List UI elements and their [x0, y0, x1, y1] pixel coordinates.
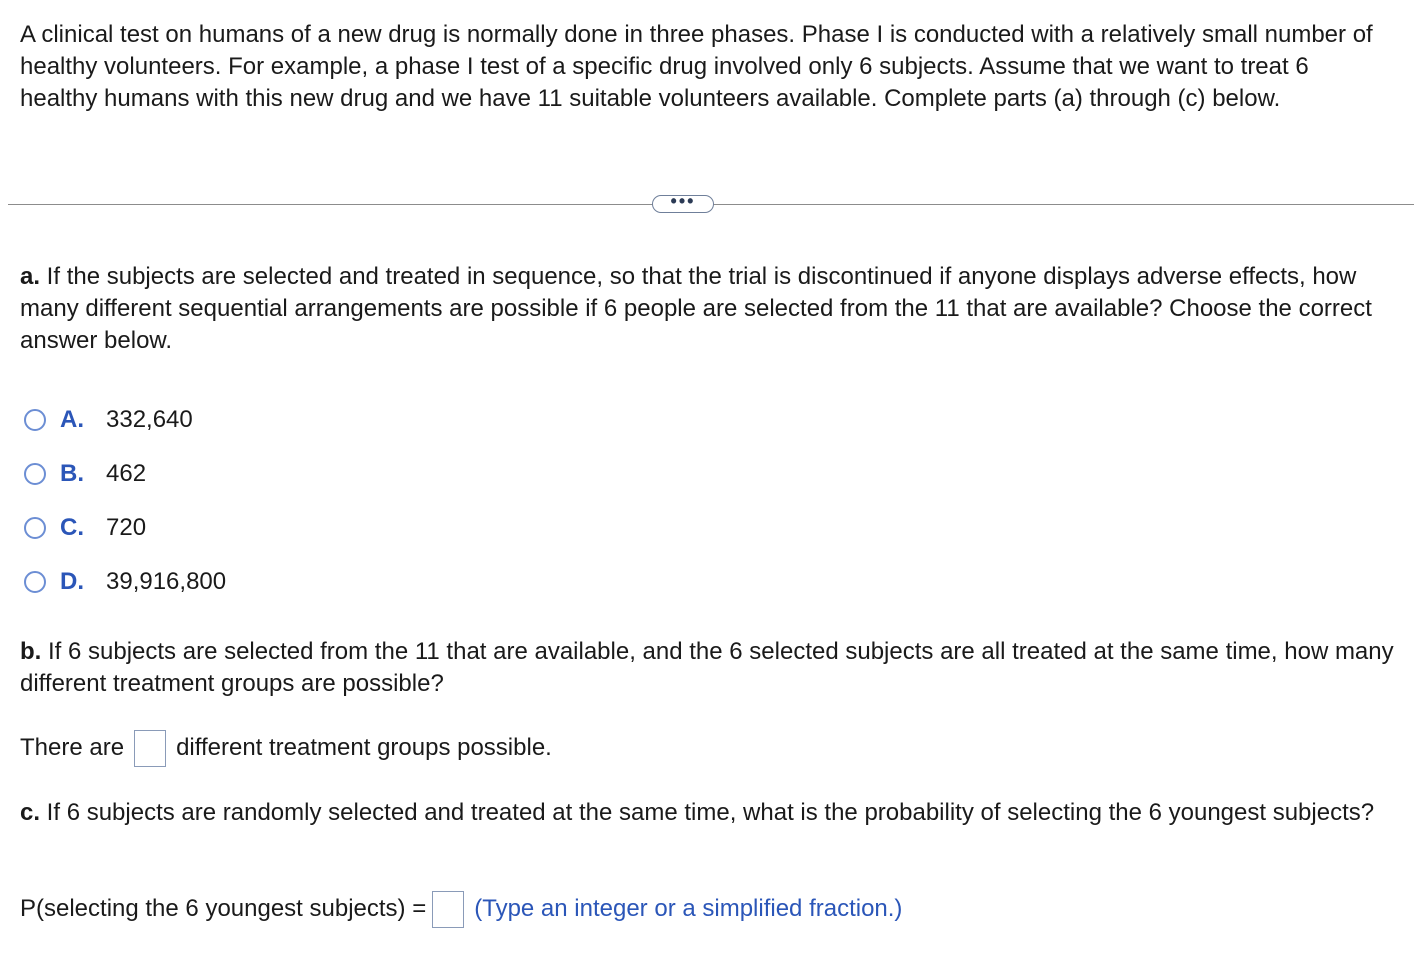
- part-a-text: If the subjects are selected and treated in sequence, so that the trial is discontinued if anyone displays adverse effects, how many different sequential arrangements are possible if 6 people are selected from the 11 that are available? Choose the correct answer below.: [20, 263, 1372, 354]
- part-c-text: If 6 subjects are randomly selected and treated at the same time, what is the probability of selecting the 6 youngest subjects?: [40, 799, 1375, 826]
- part-b-label: b.: [20, 638, 42, 665]
- choice-a-letter: A.: [60, 406, 84, 433]
- more-dots-icon: •••: [670, 191, 696, 211]
- choice-d-letter: D.: [60, 568, 84, 595]
- part-a-label: a.: [20, 263, 41, 290]
- part-b-answer-input[interactable]: [134, 730, 166, 767]
- part-c-question: [20, 797, 1410, 829]
- part-c-answer-input[interactable]: [432, 891, 464, 928]
- radio-button-c[interactable]: [24, 517, 46, 539]
- radio-button-a[interactable]: [24, 409, 46, 431]
- part-a-question: [20, 261, 1410, 357]
- choice-a[interactable]: [24, 405, 193, 435]
- part-c-answer-line: [20, 889, 902, 929]
- choice-c-value: 720: [106, 514, 147, 541]
- expand-more-button[interactable]: [652, 191, 714, 213]
- part-b-suffix: different treatment groups possible.: [176, 734, 552, 761]
- choice-d-value: 39,916,800: [106, 568, 227, 595]
- part-b-prefix: There are: [20, 734, 125, 761]
- part-c-prefix: P(selecting the 6 youngest subjects) =: [20, 895, 427, 922]
- choice-c[interactable]: [24, 513, 146, 543]
- choice-b[interactable]: [24, 459, 146, 489]
- radio-button-b[interactable]: [24, 463, 46, 485]
- part-b-text: If 6 subjects are selected from the 11 that are available, and the 6 selected subjects are all treated at the same time, how many different treatment groups are possible?: [20, 638, 1394, 697]
- choice-d[interactable]: [24, 567, 226, 597]
- part-c-label: c.: [20, 799, 41, 826]
- radio-button-d[interactable]: [24, 571, 46, 593]
- part-c-hint: (Type an integer or a simplified fraction.): [474, 895, 903, 922]
- part-b-question: [20, 636, 1410, 700]
- choice-b-letter: B.: [60, 460, 84, 487]
- choice-c-letter: C.: [60, 514, 84, 541]
- choice-a-value: 332,640: [106, 406, 193, 433]
- choice-b-value: 462: [106, 460, 147, 487]
- problem-statement: A clinical test on humans of a new drug is normally done in three phases. Phase I is conducted with a relatively small number of healthy volunteers. For example, a phase I test of a specific drug involved only 6 subjects. Assume that we want to treat 6 healthy humans with this new drug and we have 11 suitable volunteers available. Complete parts (a) through (c) below.: [20, 21, 1373, 112]
- part-b-answer-line: [20, 728, 552, 768]
